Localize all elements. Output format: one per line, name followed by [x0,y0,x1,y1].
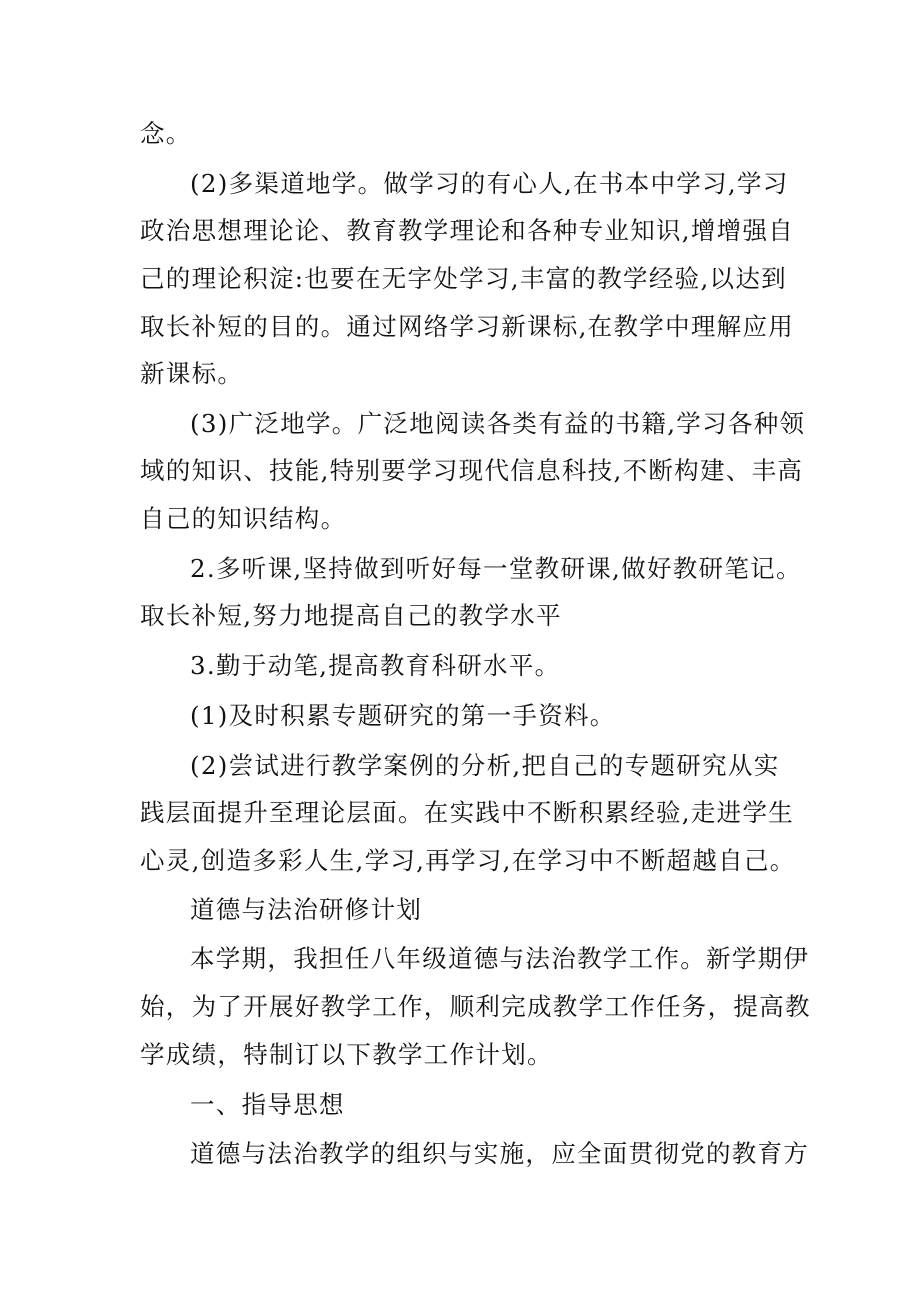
section-heading: 一、指导思想 [190,1090,345,1119]
text-line: 取长补短的目的。通过网络学习新课标,在教学中理解应用 [140,312,795,341]
text-line: 域的知识、技能,特别要学习现代信息科技,不断构建、丰高 [140,456,804,485]
text-line: (2)尝试进行教学案例的分析,把自己的专题研究从实 [190,751,780,780]
text-line: (1)及时积累专题研究的第一手资料。 [190,701,616,730]
text-line: 践层面提升至理论层面。在实践中不断积累经验,走进学生 [140,798,795,827]
section-heading: 道德与法治研修计划 [190,895,423,924]
text-line: 道德与法治教学的组织与实施，应全面贯彻党的教育方 [190,1139,810,1168]
text-line: (2)多渠道地学。做学习的有心人,在书本中学习,学习 [190,169,789,198]
text-line: 本学期，我担任八年级道德与法治教学工作。新学期伊 [190,944,810,973]
text-line: 2.多听课,坚持做到听好每一堂教研课,做好教研笔记。 [190,554,802,583]
text-line: 己的理论积淀:也要在无字处学习,丰富的教学经验,以达到 [140,264,787,293]
text-line: 始，为了开展好教学工作，顺利完成教学工作任务，提高教 [140,992,811,1021]
text-line: 念。 [140,119,192,148]
text-line: 学成绩，特制订以下教学工作计划。 [140,1040,553,1069]
text-line: 自己的知识结构。 [140,504,347,533]
text-line: 心灵,创造多彩人生,学习,再学习,在学习中不断超越自己。 [140,846,796,875]
text-line: 取长补短,努力地提高自己的教学水平 [140,601,562,630]
text-line: 3.勤于动笔,提高教育科研水平。 [190,651,561,680]
text-line: 新课标。 [140,359,244,388]
text-line: 政治思想理论论、教育教学理论和各种专业知识,增增强自 [140,216,795,245]
text-line: (3)广泛地学。广泛地阅读各类有益的书籍,学习各种领 [190,409,806,438]
